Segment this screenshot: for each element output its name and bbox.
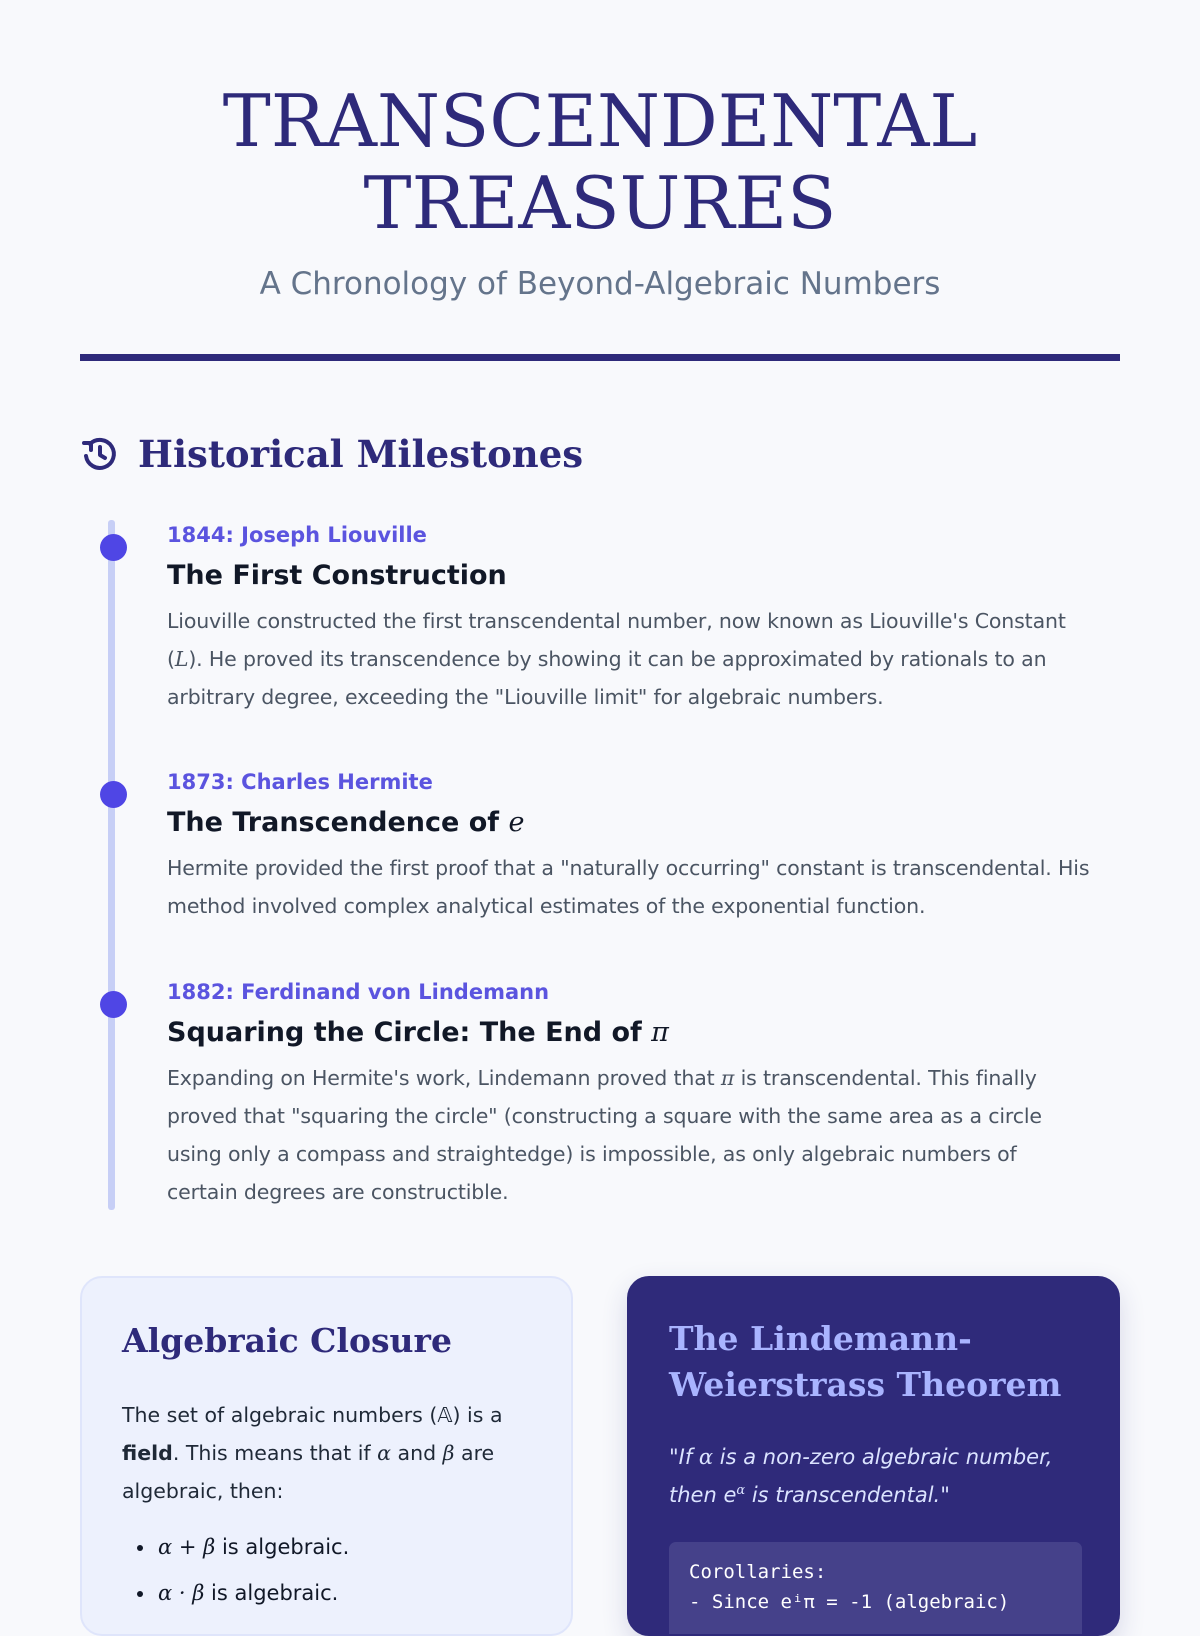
- field-term: field: [122, 1441, 173, 1465]
- card-title: Algebraic Closure: [122, 1321, 452, 1360]
- description-text: is transcendental. This finally proved that "squaring the circle" (constructing a square with the same area as a circle using only a compass and straightedge) is impossible, as only algebraic numbers of certain degrees are constructible.: [167, 1066, 1042, 1204]
- header-divider: [80, 354, 1120, 361]
- milestone-description: [167, 602, 1092, 716]
- description-text: and: [391, 1441, 443, 1465]
- main-title-line-2: TREASURES: [363, 161, 837, 245]
- history-icon: [80, 434, 120, 474]
- alpha-symbol: α: [377, 1441, 392, 1465]
- list-item-text: is algebraic.: [215, 1535, 350, 1559]
- quote-text: is transcendental.": [745, 1483, 950, 1507]
- description-text: Liouville constructed the first transcendental number, now known as Liouville's Constant (: [167, 609, 1066, 671]
- list-item-text: is algebraic.: [204, 1581, 339, 1605]
- algebraic-set-symbol: 𝔸: [437, 1403, 453, 1427]
- milestone-date: 1882: Ferdinand von Lindemann: [167, 980, 550, 1004]
- timeline-dot: [100, 781, 127, 808]
- quote-text: "If: [669, 1445, 699, 1469]
- algebraic-closure-description: [122, 1396, 531, 1510]
- theorem-quote: [669, 1438, 1078, 1514]
- historical-timeline: [100, 520, 1120, 1210]
- description-text: The set of algebraic numbers (: [122, 1403, 438, 1427]
- milestone-title: [167, 805, 524, 841]
- product-expression: α · β: [158, 1581, 205, 1605]
- code-line: Corollaries:: [689, 1561, 827, 1583]
- timeline-dot: [100, 534, 127, 561]
- algebraic-closure-list: [122, 1524, 531, 1616]
- pi-symbol: π: [651, 1017, 669, 1048]
- document-header: [80, 80, 1120, 304]
- liouville-constant-symbol: L: [174, 647, 189, 671]
- description-text: ). He proved its transcendence by showing it can be approximated by rationals to an arbitrary degree, exceeding the "Liouville limit" for algebraic numbers.: [167, 647, 1047, 709]
- historical-milestones-heading: [80, 430, 583, 478]
- description-text: are algebraic, then:: [122, 1441, 495, 1503]
- milestone-title-text: Squaring the Circle: The End of: [167, 1017, 652, 1048]
- milestone-date: 1873: Charles Hermite: [167, 770, 433, 794]
- corollaries-code-block: [669, 1542, 1082, 1636]
- main-title-line-1: TRANSCENDENTAL: [222, 79, 978, 163]
- milestone-description: Hermite provided the first proof that a "naturally occurring" constant is transcendental. His method involved complex analytical estimates of the exponential function.: [167, 856, 1090, 918]
- milestone-title-text: The Transcendence of: [167, 807, 509, 838]
- description-text: . This means that if: [172, 1441, 378, 1465]
- timeline-line: [108, 520, 115, 1210]
- algebraic-closure-card: [80, 1276, 573, 1636]
- pi-symbol: π: [720, 1066, 735, 1090]
- sum-expression: α + β: [158, 1535, 216, 1559]
- code-line: - Since eⁱπ = -1 (algebraic): [689, 1591, 1010, 1613]
- milestone-title: [167, 1015, 669, 1051]
- alpha-symbol: α: [698, 1445, 714, 1469]
- milestone-description: [167, 1059, 1092, 1211]
- description-text: ) is a: [452, 1403, 503, 1427]
- beta-symbol: β: [442, 1441, 455, 1465]
- main-title: [80, 80, 1120, 244]
- milestone-title: The First Construction: [167, 560, 507, 591]
- section-title: Historical Milestones: [138, 432, 584, 476]
- card-title: The Lindemann-Weierstrass Theorem: [669, 1319, 1062, 1404]
- milestone-date: 1844: Joseph Liouville: [167, 523, 427, 547]
- e-symbol: e: [508, 807, 525, 838]
- description-text: Expanding on Hermite's work, Lindemann proved that: [167, 1066, 721, 1090]
- alpha-exponent: α: [736, 1483, 746, 1498]
- timeline-dot: [100, 991, 127, 1018]
- quote-text: is a non-zero algebraic number, then e: [669, 1445, 1053, 1507]
- list-item: [156, 1570, 531, 1616]
- list-item: [156, 1524, 531, 1570]
- lindemann-weierstrass-card: [627, 1276, 1120, 1636]
- subtitle: A Chronology of Beyond-Algebraic Numbers: [259, 266, 941, 302]
